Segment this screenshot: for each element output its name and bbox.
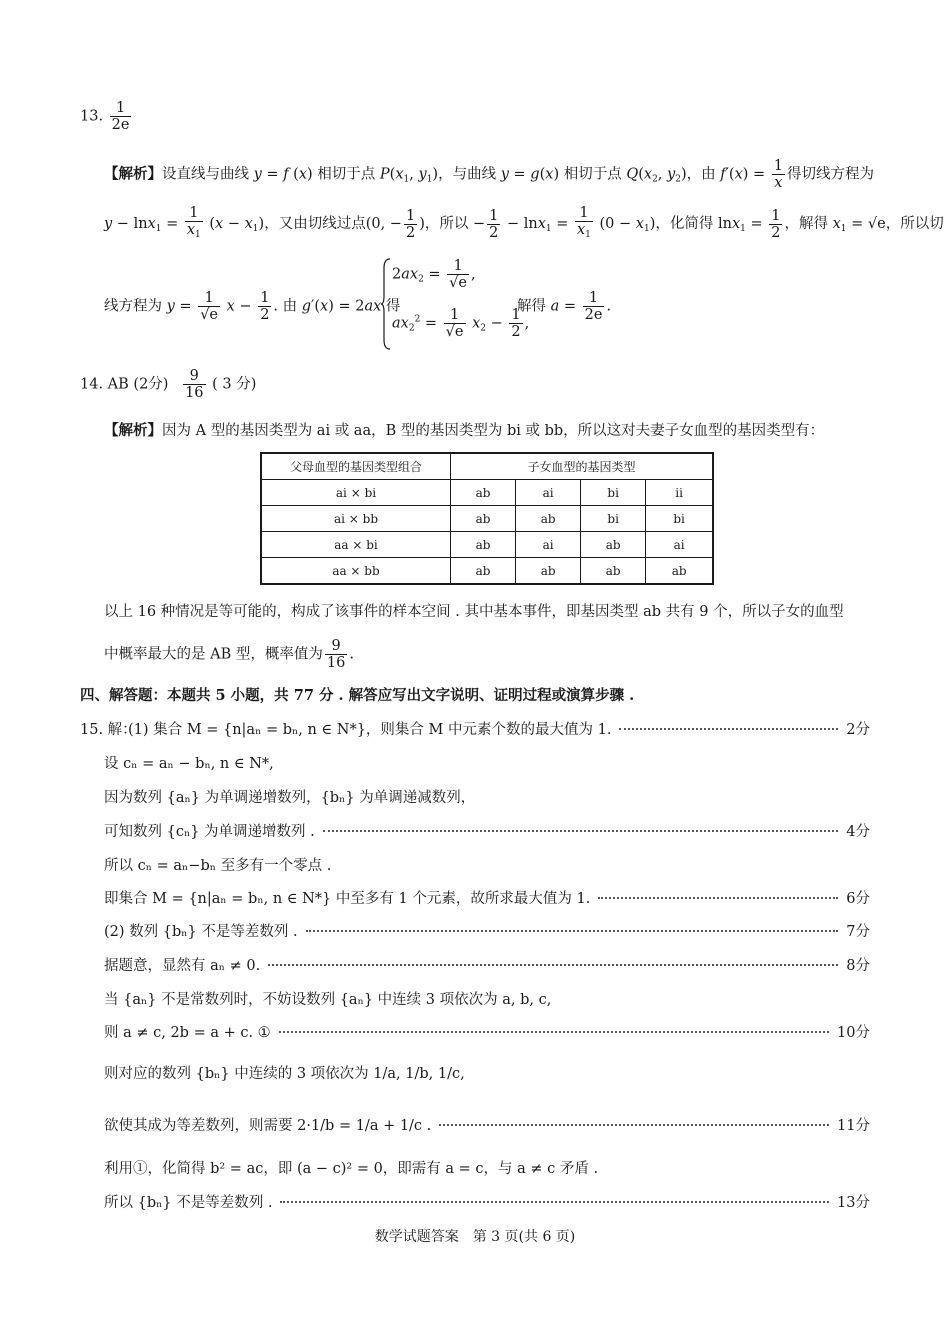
q14-intro: 【解析】因为 A 型的基因类型为 ai 或 aa，B 型的基因类型为 bi 或 bb，所以这对夫妻子女血型的基因类型有： [104, 422, 825, 439]
q15-line: 即集合 M = {n|aₙ = bₙ, n ∈ N*} 中至多有 1 个元素，故所求最大值为 1. 6分 [104, 887, 870, 908]
q15-line: 当 {aₙ} 不是常数列时，不妨设数列 {aₙ} 中连续 3 项依次为 a, b, c, [104, 992, 552, 1008]
score-label: 13分 [837, 1195, 870, 1211]
q13-answer-fraction: $\frac{1}{2e}$ [111, 100, 130, 133]
q15-line: 则对应的数列 {bₙ} 中连续的 3 项依次为 1/a, 1/b, 1/c, [104, 1066, 465, 1082]
q15-line: 可知数列 {cₙ} 为单调递增数列 . 4分 [104, 820, 870, 841]
q15-number: 15. 解： [80, 722, 137, 738]
q15-line: 所以 {bₙ} 不是等差数列 . 13分 [104, 1191, 870, 1212]
q13-line1: 【解析】设直线与曲线 y = f (x) 相切于点 $P(x_1$, $y_1$)，与曲线 y = g(x) 相切于点 $Q(x_2$, $y_2$)，由 f′(x) = $\frac{1}{x}$ 得切线方程为 [104, 158, 875, 191]
q14-analysis-label: 【解析】 [104, 422, 162, 439]
table-header-row [261, 453, 713, 480]
table-row: ai × bb ab ab bi bi [261, 506, 713, 532]
score-label: 11分 [837, 1118, 870, 1134]
q13-line2: y − lnx$_1$ = $\frac{1}{x_1}$ $(x - x_1)$，又由切线过点(0, − $\frac{1}{2}$ )，所以 − $\frac{1}{2}$ − lnx$_1$ = $\frac{1}{x_1}$ $(0 - x_1)$，化简得 lnx$_1$ = $\frac{1}{2}$ ，解得 $x_1 = √e$，所以切 [104, 205, 944, 243]
table-row: aa × bb ab ab ab ab [261, 558, 713, 585]
table-row: ai × bi ab ai bi ii [261, 480, 713, 506]
q14-answer: 14. AB (2分) $\frac{9}{16}$ ( 3 分) [80, 368, 257, 401]
score-label: 4分 [846, 824, 870, 840]
score-label: 7分 [846, 924, 870, 940]
q13-answer [80, 100, 133, 133]
q13-system-eq2: $ax_2^2$ = $\frac{1}{√e}$ $x_2$ − $\frac{1}{2}$ , [392, 307, 530, 340]
q13-number: 13. [80, 108, 104, 125]
table-header-cell: 子女血型的基因类型 [451, 453, 714, 480]
score-label: 6分 [846, 891, 870, 907]
q14-conclusion-line2: 中概率最大的是 AB 型，概率值为 $\frac{9}{16}$ . [104, 638, 354, 671]
section-heading: 四、解答题：本题共 5 小题，共 77 分 . 解答应写出文字说明、证明过程或演算步骤 . [80, 687, 635, 704]
q15-line: (1) 集合 M = {n|aₙ = bₙ, n ∈ N*}，则集合 M 中元素个数的最大值为 1. 2分 [128, 718, 870, 739]
q15-line: 利用①，化简得 b² = ac，即 (a − c)² = 0，即需有 a = c，与 a ≠ c 矛盾 . [104, 1161, 599, 1177]
q13-line3-end: 解得 a = $\frac{1}{2e}$ . [517, 290, 612, 323]
q15-line: 设 cₙ = aₙ − bₙ, n ∈ N*, [104, 756, 274, 772]
q13-system-eq1: $2ax_2$ = $\frac{1}{√e}$ , [392, 258, 476, 291]
system-brace-icon [381, 258, 391, 350]
q13-analysis-label: 【解析】 [104, 165, 162, 183]
q15-line: 据题意，显然有 aₙ ≠ 0. 8分 [104, 954, 870, 975]
q15-line: 则 a ≠ c, 2b = a + c. ① 10分 [104, 1021, 870, 1042]
q15-line: 所以 cₙ = aₙ−bₙ 至多有一个零点 . [104, 858, 332, 874]
score-label: 8分 [846, 958, 870, 974]
q15-line: (2) 数列 {bₙ} 不是等差数列 . 7分 [104, 920, 870, 941]
score-label: 2分 [846, 722, 870, 738]
genotype-table [260, 452, 714, 585]
table-row: aa × bi ab ai ab ai [261, 532, 713, 558]
q13-line3-start: 线方程为 y = $\frac{1}{√e}$ x − $\frac{1}{2}$ . 由 g′(x) = 2ax 得 [104, 290, 401, 323]
q15-line: 欲使其成为等差数列，则需要 2·1/b = 1/a + 1/c . 11分 [104, 1114, 870, 1135]
q14-conclusion-line1: 以上 16 种情况是等可能的，构成了该事件的样本空间 . 其中基本事件，即基因类型 ab 共有 9 个，所以子女的血型 [104, 604, 844, 620]
score-label: 10分 [837, 1025, 870, 1041]
table-header-cell: 父母血型的基因类型组合 [261, 453, 451, 480]
page-footer: 数学试题答案 第 3 页(共 6 页) [374, 1229, 576, 1245]
q15-line: 因为数列 {aₙ} 为单调递增数列，{bₙ} 为单调递减数列， [104, 790, 476, 806]
